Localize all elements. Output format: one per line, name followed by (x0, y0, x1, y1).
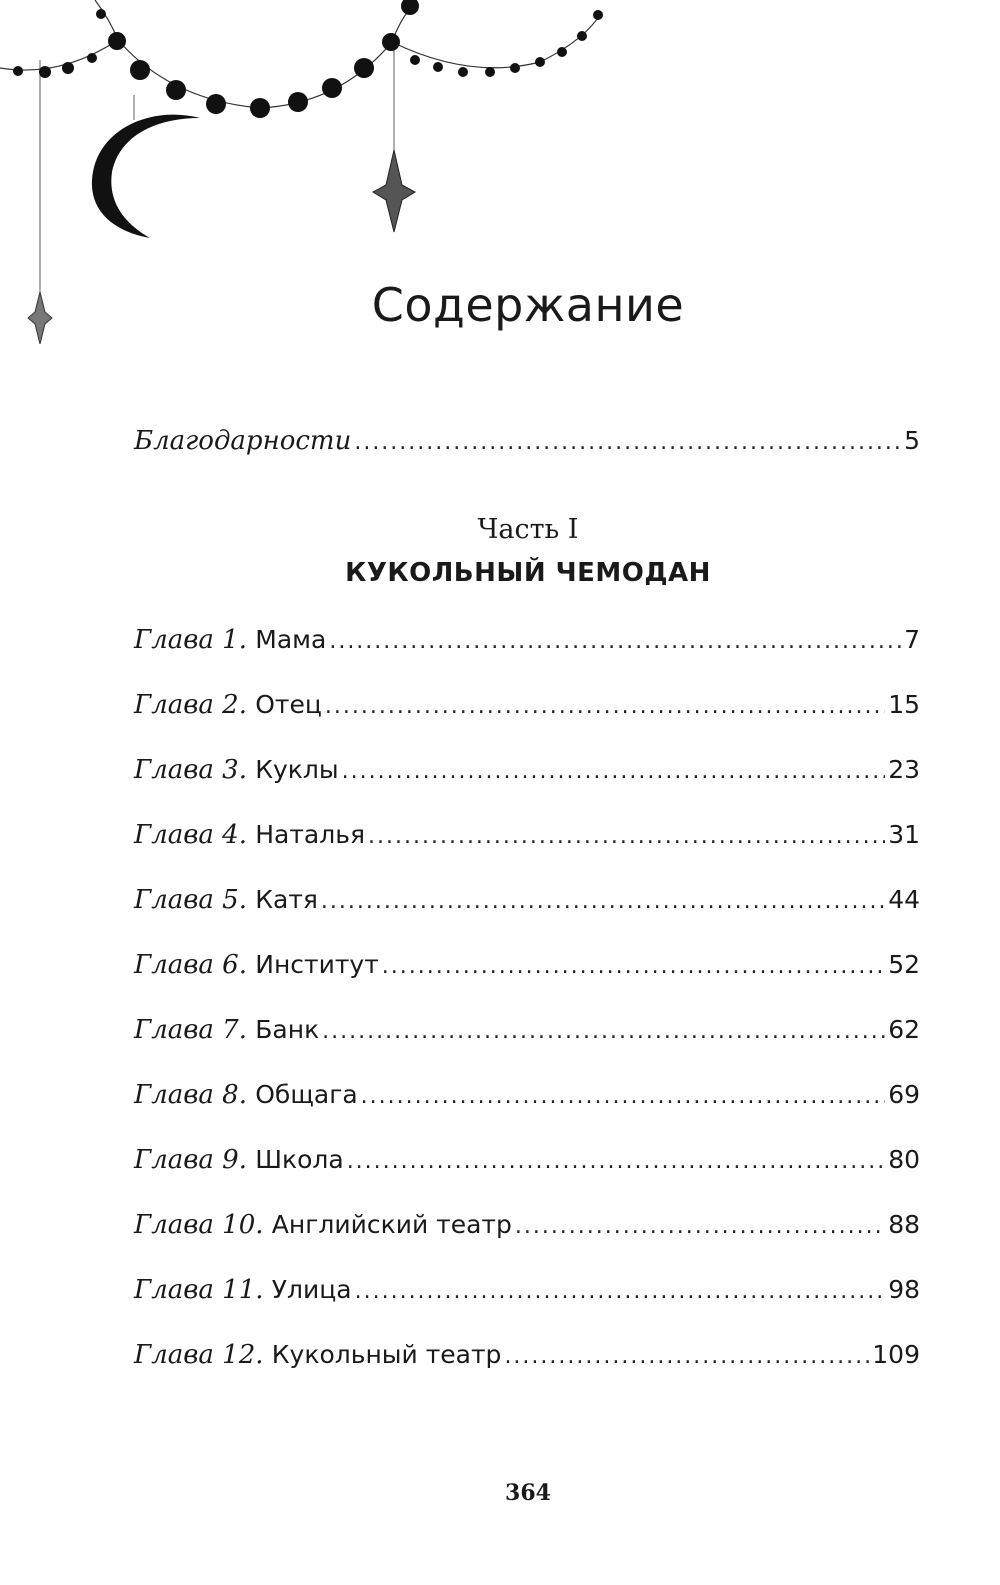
chapter-title: Общага (255, 1080, 358, 1109)
bead (593, 10, 603, 20)
dot-leader (515, 1210, 885, 1244)
bead (322, 78, 342, 98)
dot-leader (361, 1080, 886, 1114)
toc-page-number: 109 (872, 1340, 920, 1369)
chapter-title: Банк (255, 1015, 320, 1044)
part-number: Часть I (477, 514, 579, 545)
bead (39, 66, 51, 78)
toc-page-number: 23 (888, 755, 920, 784)
dot-leader (329, 625, 901, 659)
toc-entry-chapter[interactable] (134, 1143, 920, 1179)
toc-entry-chapter[interactable] (134, 883, 920, 919)
bead (96, 9, 106, 19)
dot-leader (325, 690, 885, 724)
chapter-prefix: Глава 9. (134, 1145, 247, 1175)
bead (62, 62, 74, 74)
chapter-title: Куклы (255, 755, 339, 784)
dot-leader (347, 1145, 886, 1179)
crescent-moon-icon (92, 115, 200, 238)
toc-page-number: 69 (888, 1080, 920, 1109)
bead (510, 63, 520, 73)
bead (166, 80, 186, 100)
dot-leader (504, 1340, 869, 1374)
chapter-title: Улица (271, 1275, 352, 1304)
dot-leader (354, 426, 901, 460)
page-title: Содержание (371, 278, 685, 332)
bead (577, 31, 587, 41)
bead (535, 57, 545, 67)
chapter-prefix: Глава 10. (134, 1210, 264, 1240)
bead (458, 67, 468, 77)
bead (433, 62, 443, 72)
toc-entry-label: Благодарности (134, 426, 352, 456)
toc-page-number: 7 (904, 625, 920, 654)
toc-page-number: 98 (888, 1275, 920, 1304)
toc-page-number: 5 (904, 426, 920, 455)
dot-leader (355, 1275, 886, 1309)
toc-entry-chapter[interactable] (134, 1338, 920, 1374)
bead (288, 92, 308, 112)
chapter-prefix: Глава 7. (134, 1015, 247, 1045)
toc-page-number: 31 (888, 820, 920, 849)
chapter-title: Английский театр (271, 1210, 512, 1239)
dot-leader (321, 885, 885, 919)
bead (401, 0, 419, 15)
bead (206, 94, 226, 114)
chapter-prefix: Глава 5. (134, 885, 247, 915)
bead (354, 58, 374, 78)
toc-page-number: 15 (888, 690, 920, 719)
toc-entry-chapter[interactable] (134, 1013, 920, 1049)
bead (13, 66, 23, 76)
bead (410, 55, 420, 65)
chapter-title: Институт (255, 950, 379, 979)
dot-leader (382, 950, 885, 984)
chapter-title: Отец (255, 690, 322, 719)
chapter-title: Катя (255, 885, 318, 914)
chapter-prefix: Глава 3. (134, 755, 247, 785)
chapter-prefix: Глава 6. (134, 950, 247, 980)
toc-entry-chapter[interactable] (134, 1273, 920, 1309)
chapter-prefix: Глава 1. (134, 625, 247, 655)
toc-entry-chapter[interactable] (134, 1078, 920, 1114)
bead (250, 98, 270, 118)
chapter-prefix: Глава 12. (134, 1340, 264, 1370)
chapter-prefix: Глава 8. (134, 1080, 247, 1110)
toc-entry-chapter[interactable] (134, 948, 920, 984)
toc-page-number: 88 (888, 1210, 920, 1239)
bead (130, 60, 150, 80)
chapter-title: Школа (255, 1145, 344, 1174)
toc-page-number: 80 (888, 1145, 920, 1174)
toc-page-number: 44 (888, 885, 920, 914)
star-icon (373, 150, 415, 232)
chapter-prefix: Глава 11. (134, 1275, 264, 1305)
toc-entry-chapter[interactable] (134, 1208, 920, 1244)
page-number: 364 (505, 1480, 551, 1506)
chapter-prefix: Глава 2. (134, 690, 247, 720)
bead (557, 47, 567, 57)
toc-entry-acknowledgements[interactable] (134, 424, 920, 460)
chapter-prefix: Глава 4. (134, 820, 247, 850)
bead (485, 67, 495, 77)
dot-leader (322, 1015, 885, 1049)
dot-leader (342, 755, 886, 789)
dot-leader (368, 820, 885, 854)
bead (108, 32, 126, 50)
toc-page-number: 62 (888, 1015, 920, 1044)
toc-entry-chapter[interactable] (134, 623, 920, 659)
chapter-title: Мама (255, 625, 327, 654)
toc-entry-chapter[interactable] (134, 688, 920, 724)
bead (382, 33, 400, 51)
toc-entry-chapter[interactable] (134, 818, 920, 854)
chapter-title: Кукольный театр (271, 1340, 502, 1369)
part-title: КУКОЛЬНЫЙ ЧЕМОДАН (345, 558, 711, 588)
bead (87, 53, 97, 63)
chapter-title: Наталья (255, 820, 366, 849)
toc-entry-chapter[interactable] (134, 753, 920, 789)
toc-page-number: 52 (888, 950, 920, 979)
